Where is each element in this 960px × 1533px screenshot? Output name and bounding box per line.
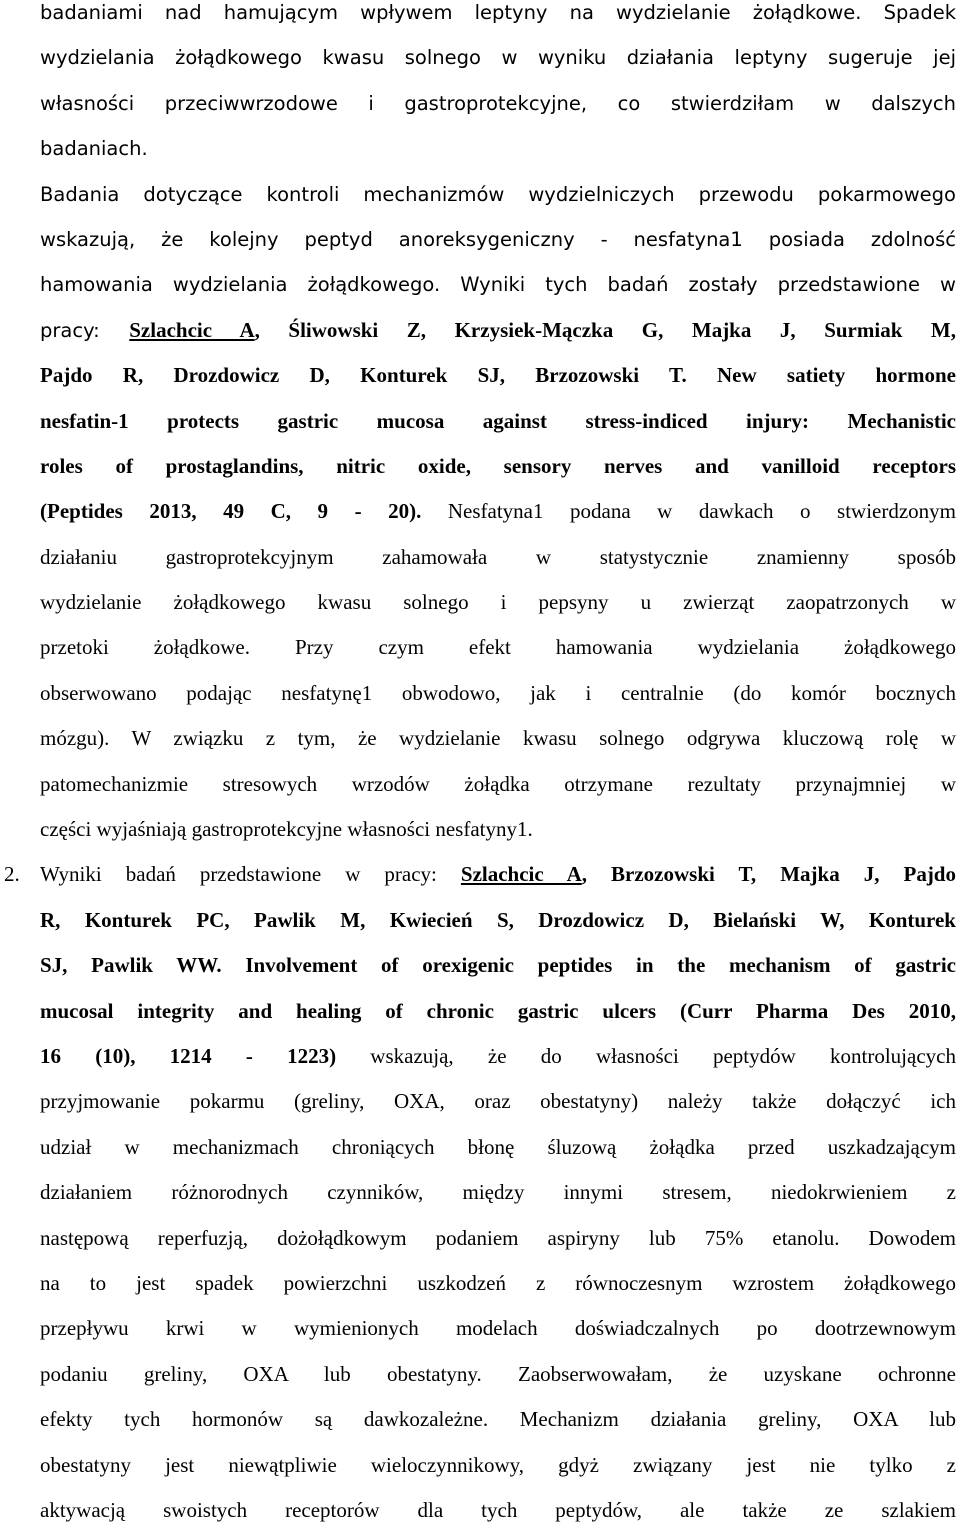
author-highlight: Szlachcic A — [129, 317, 255, 342]
text-line: Badania dotyczące kontroli mechanizmów wydzielniczych przewodu pokarmowego — [40, 182, 956, 206]
text-line — [40, 262, 956, 307]
text-line: przyjmowanie pokarmu (greliny, OXA, oraz obestatyny) należy także dołączyć ich — [40, 1089, 956, 1114]
text-line: obestatyny jest niewątpliwie wieloczynnikowy, gdyż związany jest nie tylko z — [40, 1452, 956, 1477]
text-line — [40, 625, 956, 670]
text-line: mózgu). W związku z tym, że wydzielanie kwasu solnego odgrywa kluczową rolę w — [40, 726, 956, 751]
text-line: udział w mechanizmach chroniących błonę śluzową żołądka przed uszkadzającym — [40, 1134, 956, 1159]
text-line: na to jest spadek powierzchni uszkodzeń z równoczesnym wzrostem żołądkowego — [40, 1270, 956, 1295]
paragraph-leptin — [40, 0, 956, 172]
text-segment: pracy: — [40, 318, 130, 342]
citation-source: (Peptides 2013, 49 C, 9 - 20). — [40, 499, 422, 524]
text-line: aktywacją swoistych receptorów dla tych peptydów, ale także ze szlakiem — [40, 1497, 956, 1522]
list-number: 2. — [4, 862, 20, 887]
citation-title: Involvement of orexigenic peptides in the mechanism of gastric — [221, 953, 956, 978]
citation-title: mucosal integrity and healing of chronic gastric ulcers (Curr Pharma Des 2010, — [40, 998, 956, 1023]
citation-authors: SJ, Pawlik WW. — [40, 953, 222, 978]
citation-source: 16 (10), 1214 - 1223) — [40, 1043, 337, 1068]
text-line: następową reperfuzją, dożołądkowym podaniem aspiryny lub 75% etanolu. Dowodem — [40, 1225, 956, 1250]
text-line: badaniami nad hamującym wpływem leptyny na wydzielanie żołądkowe. Spadek — [40, 1, 956, 24]
list-item-2 — [4, 852, 956, 1533]
text-line: przepływu krwi w wymienionych modelach doświadczalnych po dootrzewnowym — [40, 1316, 956, 1341]
text-line: działaniem różnorodnych czynników, między innymi stresem, niedokrwieniem z — [40, 1180, 956, 1205]
text-segment: wskazują, że do własności peptydów kontrolujących — [336, 1043, 956, 1068]
text-segment: przetoki żołądkowe. — [40, 635, 250, 660]
citation-title: roles of prostaglandins, nitric oxide, sensory nerves and vanilloid receptors — [40, 453, 956, 478]
text-line: patomechanizmie stresowych wrzodów żołądka otrzymane rezultaty przynajmniej w — [40, 771, 956, 796]
text-line: badaniach. — [40, 137, 148, 161]
text-line: działaniu gastroprotekcyjnym zahamowała w statystycznie znamienny sposób — [40, 544, 956, 569]
text-segment: hamowania wydzielania żołądkowego. — [40, 273, 441, 297]
text-line — [40, 852, 956, 897]
text-line: części wyjaśniają gastroprotekcyjne własności nesfatyny1. — [40, 817, 533, 842]
text-line — [40, 308, 956, 353]
document-page — [4, 0, 956, 1533]
text-line: podaniu greliny, OXA lub obestatyny. Zaobserwowałam, że uzyskane ochronne — [40, 1361, 956, 1386]
text-line: wydzielania żołądkowego kwasu solnego w wyniku działania leptyny sugeruje jej — [40, 46, 956, 70]
text-segment: Wyniki tych badań zostały przedstawione w — [440, 273, 956, 297]
citation-authors: Pajdo R, Drozdowicz D, Konturek SJ, Brzozowski T. — [40, 363, 717, 388]
text-segment: Wyniki badań przedstawione w pracy: — [40, 862, 461, 887]
text-line: efekty tych hormonów są dawkozależne. Mechanizm działania greliny, OXA lub — [40, 1407, 956, 1432]
text-line: własności przeciwwrzodowe i gastroprotekcyjne, co stwierdziłam w dalszych — [40, 91, 956, 115]
text-line: wydzielanie żołądkowego kwasu solnego i pepsyny u zwierząt zaopatrzonych w — [40, 590, 956, 615]
text-line — [40, 943, 956, 988]
text-segment: Nesfatyna1 podana w dawkach o stwierdzonym — [421, 499, 956, 524]
text-line: obserwowano podając nesfatynę1 obwodowo, jak i centralnie (do komór bocznych — [40, 680, 956, 705]
text-line — [40, 489, 956, 534]
paragraph-nesfatin — [40, 172, 956, 853]
author-highlight: Szlachcic A — [460, 862, 582, 887]
citation-title: New satiety hormone — [716, 363, 956, 388]
text-segment: Przy czym efekt hamowania wydzielania żołądkowego — [250, 635, 956, 660]
text-line: wskazują, że kolejny peptyd anoreksygeniczny - nesfatyna1 posiada zdolność — [40, 227, 956, 251]
text-line — [40, 353, 956, 398]
citation-authors: , Śliwowski Z, Krzysiek-Mączka G, Majka J, Surmiak M, — [254, 317, 956, 342]
citation-authors: R, Konturek PC, Pawlik M, Kwiecień S, Drozdowicz D, Bielański W, Konturek — [40, 907, 956, 932]
citation-authors: , Brzozowski T, Majka J, Pajdo — [581, 862, 956, 887]
text-line — [40, 1034, 956, 1079]
citation-title: nesfatin-1 protects gastric mucosa against stress-indiced injury: Mechanistic — [40, 408, 956, 433]
